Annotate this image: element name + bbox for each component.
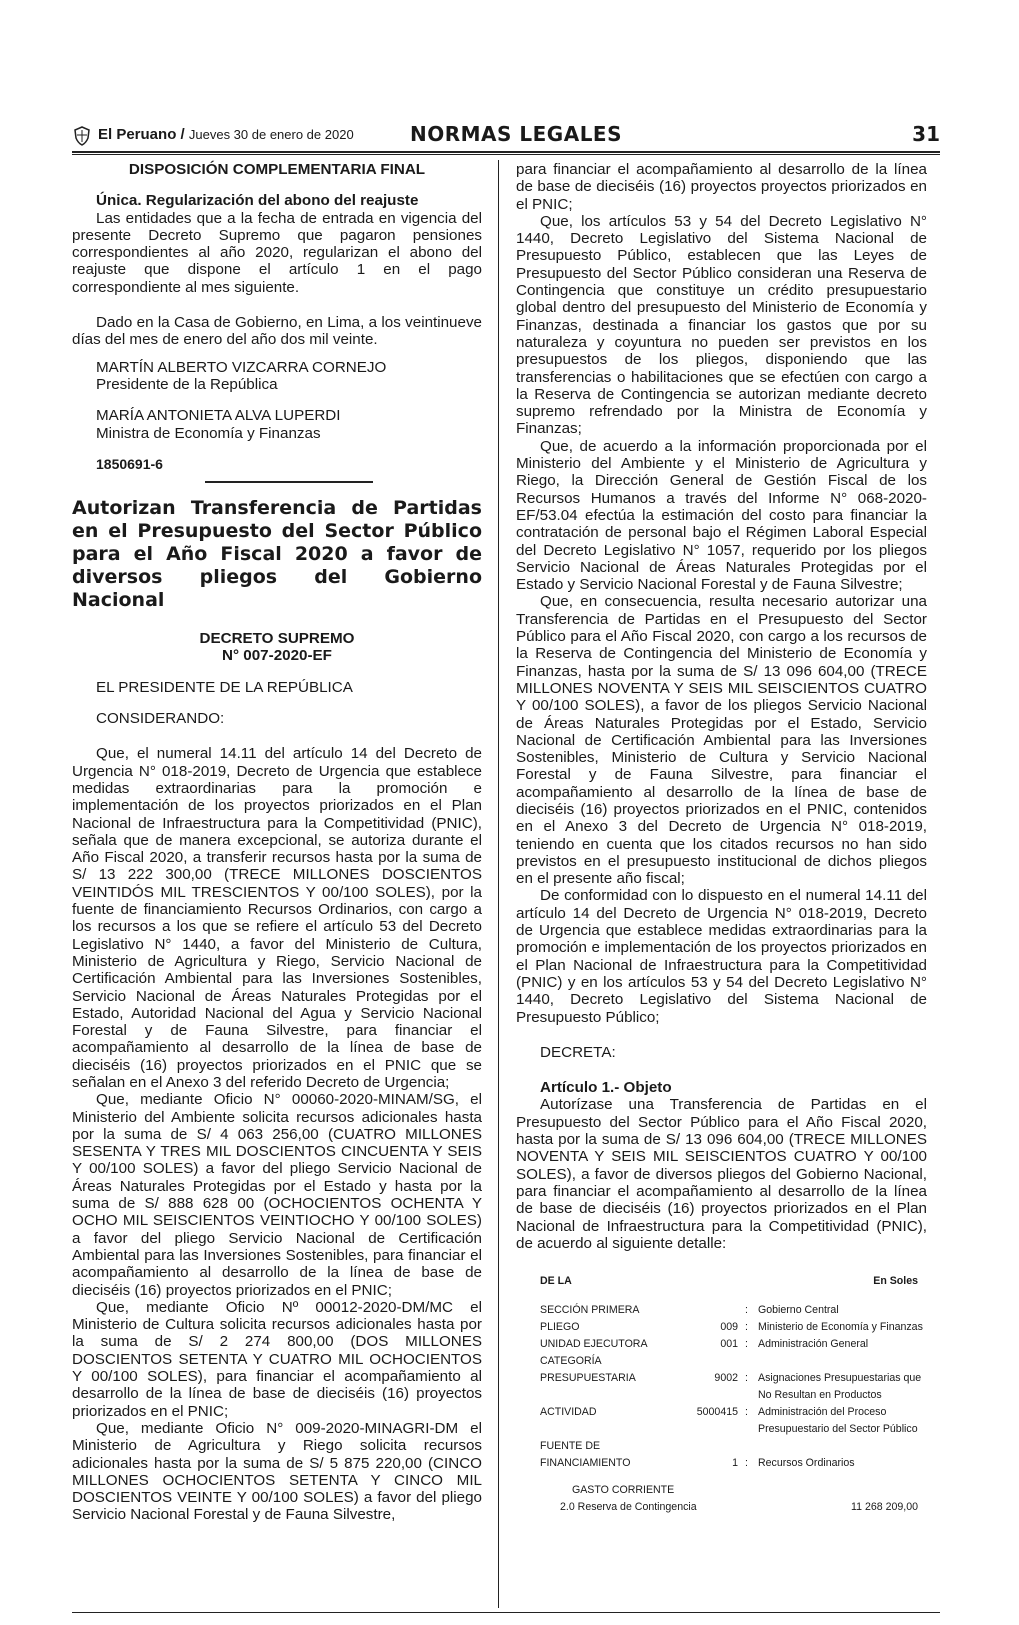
coat-of-arms-icon bbox=[72, 126, 92, 146]
detail-row bbox=[540, 1319, 923, 1336]
signer1-name: MARTÍN ALBERTO VIZCARRA CORNEJO bbox=[96, 358, 387, 376]
decree-number: N° 007-2020-EF bbox=[222, 647, 332, 665]
detail-row bbox=[540, 1302, 918, 1319]
detail-row bbox=[540, 1336, 918, 1353]
left-column bbox=[72, 161, 482, 1524]
detail-row-label: UNIDAD EJECUTORA bbox=[540, 1338, 648, 1350]
page-number: 31 bbox=[912, 122, 940, 146]
detail-row-colon: : bbox=[745, 1321, 748, 1333]
considering-line: CONSIDERANDO: bbox=[96, 710, 225, 728]
detail-row-colon: : bbox=[745, 1338, 748, 1350]
considering-paragraph-1: Que, el numeral 14.11 del artículo 14 del Decreto de Urgencia N° 018-2019, Decreto de Urgencia que establece medidas extraordinarias para la promoción e implementación de los proyectos priorizados en el Plan Nacional de Infraestructura para la Competitividad (PNIC), señala que de manera excepcional, se autoriza durante el Año Fiscal 2020, a transferir recursos hasta por la suma de S/ 13 222 300,00 (TRECE MILLONES DOSCIENTOS VEINTIDÓS MIL TRESCIENTOS Y 00/100 SOLES), por la fuente de financiamiento Recursos Ordinarios, con cargo a los recursos a los que se refiere el artículo 53 del Decreto Legislativo N° 1440, a favor del Ministerio de Cultura, Ministerio de Agricultura y Riego, Servicio Nacional de Certificación Ambiental para las Inversiones Sostenibles, Servicio Nacional de Áreas Naturales Protegidas por el Estado, Autoridad Nacional del Agua y Servicio Nacional Forestal y de Fauna Silvestre, para financiar el acompañamiento al desarrollo de la línea de base de dieciséis (16) proyectos priorizados en el PNIC que se señalan en el Anexo 3 del referido Decreto de Urgencia; bbox=[72, 745, 482, 1091]
detail-row-label: FINANCIAMIENTO bbox=[540, 1457, 631, 1469]
header-rule-thin bbox=[72, 154, 940, 155]
detail-row-value: Gobierno Central bbox=[758, 1304, 839, 1316]
detail-row-value: No Resultan en Productos bbox=[758, 1389, 882, 1401]
considering-paragraph-4: Que, mediante Oficio N° 009-2020-MINAGRI-DM el Ministerio de Agricultura y Riego solicita recursos adicionales hasta por la suma de S/ 5 875 220,00 (CINCO MILLONES OCHOCIENTOS SETENTA Y CINCO MIL DOSCIENTOS VEINTE Y 00/100 SOLES) a favor del pliego Servicio Nacional Forestal y de Fauna Silvestre, bbox=[72, 1419, 482, 1524]
reserva-row bbox=[540, 1499, 918, 1516]
detail-row-colon: : bbox=[745, 1406, 748, 1418]
president-line: EL PRESIDENTE DE LA REPÚBLICA bbox=[96, 678, 353, 696]
column-divider bbox=[498, 160, 499, 1608]
gasto-row bbox=[540, 1482, 918, 1499]
detail-row bbox=[540, 1370, 922, 1387]
page-header bbox=[72, 120, 940, 152]
detail-row-label: CATEGORÍA bbox=[540, 1355, 602, 1367]
separator-rule bbox=[205, 481, 373, 483]
detail-row-code: 1 bbox=[732, 1457, 738, 1469]
considering-paragraph-6: Que, de acuerdo a la información proporcionada por el Ministerio del Ambiente y el Ministerio de Agricultura y Riego, la Dirección General de Gestión Fiscal de los Recursos Humanos a través del Informe N° 068-2020-EF/53.04 efectúa la estimación del costo para financiar la contratación de personal bajo el Régimen Laboral Especial del Decreto Legislativo N° 1057, requerido por los pliegos Servicio Nacional de Áreas Naturales Protegidas por el Estado y Servicio Nacional Forestal y de Fauna Silvestre; bbox=[516, 437, 927, 594]
detail-row-code: 9002 bbox=[714, 1372, 738, 1384]
detail-row-label: FUENTE DE bbox=[540, 1440, 601, 1452]
budget-detail-table bbox=[540, 1273, 923, 1516]
considering-paragraph-8: De conformidad con lo dispuesto en el numeral 14.11 del artículo 14 del Decreto de Urgencia N° 018-2019, Decreto de Urgencia que establece medidas extraordinarias para la promoción e implementación de los proyectos priorizados en el Plan Nacional de Infraestructura para la Competitividad (PNIC) y en los artículos 53 y 54 del Decreto Legislativo N° 1440, Decreto Legislativo del Sistema Nacional de Presupuesto Público; bbox=[516, 887, 927, 1026]
detail-row bbox=[540, 1387, 918, 1404]
given-paragraph: Dado en la Casa de Gobierno, en Lima, a los veintinueve días del mes de enero del año dos mil veinte. bbox=[72, 314, 482, 349]
detail-row-colon: : bbox=[745, 1457, 748, 1469]
article-1-text: Autorízase una Transferencia de Partidas en el Presupuesto del Sector Público para el Año Fiscal 2020, hasta por la suma de S/ 13 096 604,00 (TRECE MILLONES NOVENTA Y SEIS MIL SEISCIENTOS CUATRO Y 00/100 SOLES), a favor de diversos pliegos del Gobierno Nacional, para financiar el acompañamiento al desarrollo de la línea de base de dieciséis (16) proyectos priorizados en el Plan Nacional de Infraestructura para la Competitividad (PNIC), de acuerdo al siguiente detalle: bbox=[516, 1096, 927, 1252]
reserva-amount: 11 268 209,00 bbox=[851, 1501, 918, 1513]
right-column bbox=[516, 161, 927, 1252]
unica-paragraph: Las entidades que a la fecha de entrada en vigencia del presente Decreto Supremo que pagaron pensiones correspondientes al año 2020, regularizan el abono del reajuste que dispone el artículo 1 en el pago correspondiente al mes siguiente. bbox=[72, 209, 482, 296]
article-title: Autorizan Transferencia de Partidas en el Presupuesto del Sector Público para el Año Fiscal 2020 a favor de diversos pliegos del Gobierno Nacional bbox=[72, 497, 482, 612]
publication-label: El Peruano / bbox=[98, 126, 185, 143]
detail-head-left: DE LA bbox=[540, 1275, 572, 1287]
considering-paragraph-7: Que, en consecuencia, resulta necesario autorizar una Transferencia de Partidas en el Presupuesto del Sector Público para el Año Fiscal 2020, con cargo a los recursos de la Reserva de Contingencia del Ministerio de Economía y Finanzas, hasta por la suma de S/ 13 096 604,00 (TRECE MILLONES NOVENTA Y SEIS MIL SEISCIENTOS CUATRO Y 00/100 SOLES), a favor de los pliegos Servicio Nacional de Áreas Naturales Protegidas por el Estado, Servicio Nacional de Certificación Ambiental para las Inversiones Sostenibles, Ministerio de Cultura y Servicio Nacional Forestal y de Fauna Silvestre, para financiar el acompañamiento al desarrollo de la línea de base de dieciséis (16) proyectos priorizados en el PNIC, contenidos en el Anexo 3 del Decreto de Urgencia N° 018-2019, teniendo en cuenta que los citados recursos no han sido previstos en el presupuesto institucional de dichos pliegos en el presente año fiscal; bbox=[516, 593, 927, 888]
detail-row-value: Administración del Proceso bbox=[758, 1406, 887, 1418]
signer2-title: Ministra de Economía y Finanzas bbox=[96, 424, 321, 442]
issue-date: Jueves 30 de enero de 2020 bbox=[188, 127, 354, 142]
detail-header-row bbox=[540, 1273, 918, 1290]
detail-row bbox=[540, 1438, 918, 1455]
section-title: NORMAS LEGALES bbox=[410, 122, 622, 146]
detail-row-value: Presupuestario del Sector Público bbox=[758, 1423, 918, 1435]
detail-row-colon: : bbox=[745, 1304, 748, 1316]
continued-paragraph: para financiar el acompañamiento al desarrollo de la línea de base de dieciséis (16) proyectos proyectos priorizados en el PNIC; bbox=[516, 161, 927, 213]
footer-rule bbox=[72, 1612, 940, 1613]
detail-row bbox=[540, 1455, 918, 1472]
detail-row-value: Ministerio de Economía y Finanzas bbox=[758, 1321, 923, 1333]
publication-name bbox=[98, 126, 354, 143]
signer2-name: MARÍA ANTONIETA ALVA LUPERDI bbox=[96, 407, 341, 425]
detail-row-code: 009 bbox=[720, 1321, 738, 1333]
detail-row bbox=[540, 1404, 918, 1421]
considering-paragraph-3: Que, mediante Oficio Nº 00012-2020-DM/MC el Ministerio de Cultura solicita recursos adicionales hasta por la suma de S/ 2 274 800,00 (DOS MILLONES DOSCIENTOS SETENTA Y CUATRO MIL OCHOCIENTOS Y 00/100 SOLES), para financiar el acompañamiento al desarrollo de la línea de base de dieciséis (16) proyectos priorizados en el PNIC; bbox=[72, 1298, 482, 1420]
detail-row-label: PLIEGO bbox=[540, 1321, 580, 1333]
reserva-label: 2.0 Reserva de Contingencia bbox=[560, 1501, 697, 1513]
detail-row-label: ACTIVIDAD bbox=[540, 1406, 597, 1418]
header-rule bbox=[72, 151, 940, 153]
publication-code: 1850691-6 bbox=[96, 455, 163, 472]
gasto-label: GASTO CORRIENTE bbox=[572, 1484, 675, 1496]
detail-row-label: PRESUPUESTARIA bbox=[540, 1372, 636, 1384]
unica-heading: Única. Regularización del abono del reajuste bbox=[96, 192, 419, 210]
detail-row-value: Recursos Ordinarios bbox=[758, 1457, 855, 1469]
detail-row-colon: : bbox=[745, 1372, 748, 1384]
considering-paragraph-5: Que, los artículos 53 y 54 del Decreto Legislativo N° 1440, Decreto Legislativo del Sistema Nacional de Presupuesto Público, establecen que las Leyes de Presupuesto del Sector Público consideran una Reserva de Contingencia que constituye un crédito presupuestario global dentro del presupuesto del Ministerio de Economía y Finanzas, destinada a financiar los gastos que por su naturaleza y coyuntura no pueden ser previstos en los presupuestos de los pliegos, disponiendo que las transferencias o habilitaciones que se efectúen con cargo a la Reserva de Contingencia se autorizan mediante decreto supremo refrendado por la Ministra de Economía y Finanzas; bbox=[516, 212, 927, 438]
detail-row-value: Administración General bbox=[758, 1338, 869, 1350]
detail-row bbox=[540, 1421, 918, 1438]
detail-row-label: SECCIÓN PRIMERA bbox=[540, 1304, 640, 1316]
detail-row bbox=[540, 1353, 918, 1370]
signer1-title: Presidente de la República bbox=[96, 375, 278, 393]
detail-head-right: En Soles bbox=[873, 1275, 918, 1287]
detail-rows bbox=[540, 1302, 923, 1472]
detail-row-code: 001 bbox=[720, 1338, 738, 1350]
final-disposition-heading: DISPOSICIÓN COMPLEMENTARIA FINAL bbox=[128, 161, 426, 178]
considering-paragraph-2: Que, mediante Oficio N° 00060-2020-MINAM/SG, el Ministerio del Ambiente solicita recursos adicionales hasta por la suma de S/ 4 063 256,00 (CUATRO MILLONES SESENTA Y TRES MIL DOSCIENTOS CINCUENTA Y SEIS Y 00/100 SOLES) a favor del pliego Servicio Nacional de Áreas Naturales Protegidas por el Estado y hasta por la suma de S/ 888 628 00 (OCHOCIENTOS OCHENTA Y OCHO MIL SEISCIENTOS VEINTIOCHO Y 00/100 SOLES) a favor del pliego Servicio Nacional de Certificación Ambiental para las Inversiones Sostenibles, para financiar el acompañamiento al desarrollo de la línea de base de dieciséis (16) proyectos priorizados en el PNIC; bbox=[72, 1091, 482, 1299]
article-1-heading: Artículo 1.- Objeto bbox=[540, 1079, 672, 1097]
decreta-line: DECRETA: bbox=[540, 1043, 616, 1061]
detail-row-value: Asignaciones Presupuestarias que bbox=[758, 1372, 922, 1384]
detail-row-code: 5000415 bbox=[696, 1406, 738, 1418]
decree-type: DECRETO SUPREMO bbox=[199, 630, 355, 648]
